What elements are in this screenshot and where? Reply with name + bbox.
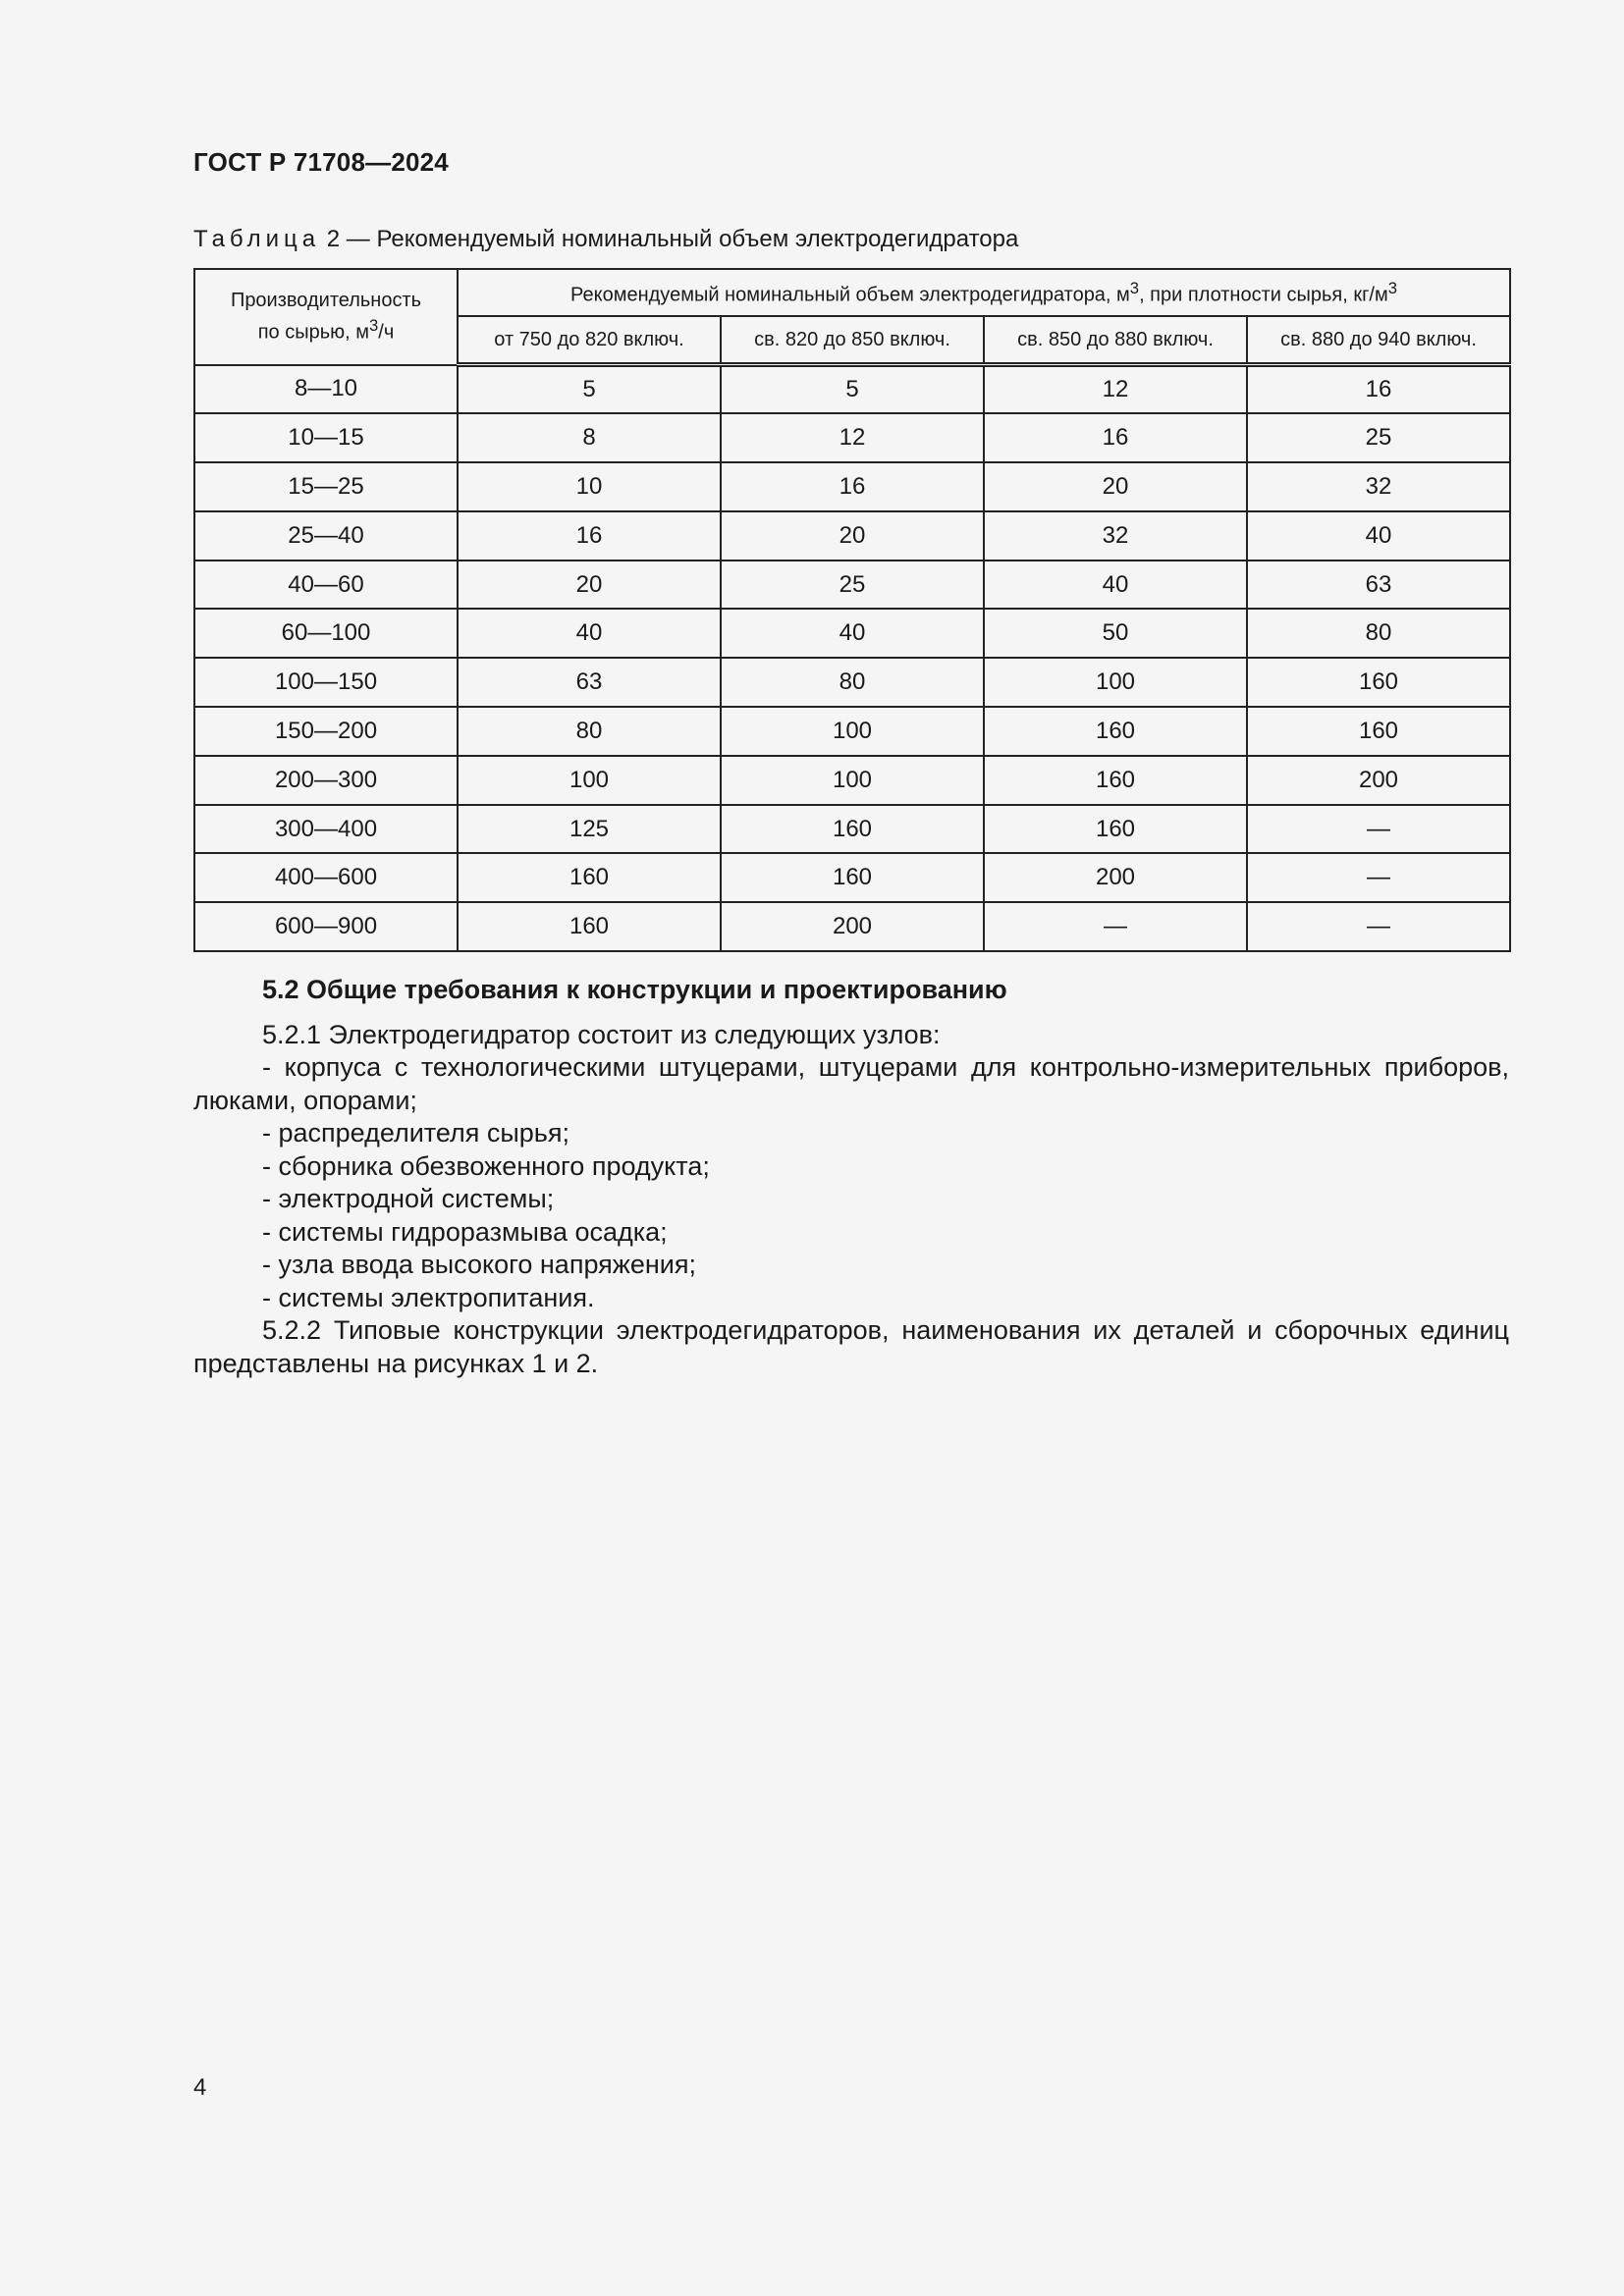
paragraph-5-2-1: 5.2.1 Электродегидратор состоит из следующих узлов: xyxy=(262,1019,941,1049)
table-row xyxy=(194,462,1510,511)
throughput-cell: 15—25 xyxy=(194,462,458,511)
volume-cell: 32 xyxy=(984,511,1247,561)
column-header: св. 820 до 850 включ. xyxy=(721,316,984,365)
volume-cell: 125 xyxy=(458,805,721,854)
volume-cell: 32 xyxy=(1247,462,1510,511)
volume-cell: 20 xyxy=(721,511,984,561)
volume-cell: 100 xyxy=(721,756,984,805)
table-row xyxy=(194,658,1510,707)
list-item: - электродной системы; xyxy=(262,1184,555,1213)
group-header-sup2: 3 xyxy=(1387,278,1397,297)
volume-cell: 20 xyxy=(458,561,721,610)
volume-cell: — xyxy=(1247,853,1510,902)
list-item: - узла ввода высокого напряжения; xyxy=(262,1250,696,1279)
row-header-line2-suffix: /ч xyxy=(378,322,395,345)
throughput-cell: 100—150 xyxy=(194,658,458,707)
volume-cell: 160 xyxy=(458,902,721,951)
volume-cell: 40 xyxy=(984,561,1247,610)
list-item: - сборника обезвоженного продукта; xyxy=(262,1150,710,1181)
document-header: ГОСТ Р 71708—2024 xyxy=(193,147,449,177)
volume-cell: 80 xyxy=(1247,609,1510,658)
throughput-cell: 150—200 xyxy=(194,707,458,756)
volume-cell: 80 xyxy=(721,658,984,707)
volume-cell: 25 xyxy=(1247,413,1510,462)
throughput-cell: 400—600 xyxy=(194,853,458,902)
volume-cell: 160 xyxy=(721,805,984,854)
column-header: от 750 до 820 включ. xyxy=(458,316,721,365)
volume-cell: 16 xyxy=(1247,365,1510,414)
volume-cell: — xyxy=(1247,805,1510,854)
table-caption xyxy=(193,226,1018,253)
table-row xyxy=(194,805,1510,854)
paragraph-5-2-2: 5.2.2 Типовые конструкции электродегидраторов, наименования их деталей и сборочных единиц представлены на рисунках 1 и 2. xyxy=(193,1315,1509,1378)
group-header-sup1: 3 xyxy=(1129,278,1140,297)
row-header-line1: Производительность xyxy=(230,290,422,312)
volume-cell: 200 xyxy=(721,902,984,951)
volume-cell: 5 xyxy=(458,365,721,414)
column-header: св. 850 до 880 включ. xyxy=(984,316,1247,365)
table-row xyxy=(194,609,1510,658)
row-header-line2-prefix: по сырью, м xyxy=(257,322,370,345)
group-header-middle: , при плотности сырья, кг/м xyxy=(1139,284,1388,306)
volume-cell: 10 xyxy=(458,462,721,511)
volume-cell: 20 xyxy=(984,462,1247,511)
volume-cell: 160 xyxy=(984,707,1247,756)
volume-cell: 160 xyxy=(1247,658,1510,707)
table-row xyxy=(194,413,1510,462)
volume-cell: 50 xyxy=(984,609,1247,658)
group-header-prefix: Рекомендуемый номинальный объем электродегидратора, м xyxy=(570,284,1130,306)
throughput-cell: 25—40 xyxy=(194,511,458,561)
volume-cell: 40 xyxy=(1247,511,1510,561)
volume-cell: 63 xyxy=(1247,561,1510,610)
throughput-cell: 60—100 xyxy=(194,609,458,658)
volume-cell: 8 xyxy=(458,413,721,462)
volume-cell: 160 xyxy=(721,853,984,902)
section-heading: 5.2 Общие требования к конструкции и проектированию xyxy=(262,975,1007,1004)
throughput-cell: 40—60 xyxy=(194,561,458,610)
table-row xyxy=(194,853,1510,902)
list-item: - корпуса с технологическими штуцерами, штуцерами для контрольно-измерительных приборов, люками, опорами; xyxy=(193,1052,1509,1115)
row-header-sup: 3 xyxy=(369,316,379,336)
throughput-cell: 200—300 xyxy=(194,756,458,805)
list-item: - распределителя сырья; xyxy=(262,1118,569,1148)
column-header: св. 880 до 940 включ. xyxy=(1247,316,1510,365)
volume-cell: 160 xyxy=(984,756,1247,805)
volume-table xyxy=(193,268,1511,952)
throughput-cell: 8—10 xyxy=(194,365,458,414)
volume-cell: 63 xyxy=(458,658,721,707)
volume-cell: — xyxy=(1247,902,1510,951)
volume-cell: 100 xyxy=(984,658,1247,707)
table-row xyxy=(194,365,1510,414)
table-row xyxy=(194,707,1510,756)
volume-cell: 160 xyxy=(458,853,721,902)
group-header xyxy=(458,269,1510,316)
row-header xyxy=(194,269,458,365)
table-caption-text: 2 — Рекомендуемый номинальный объем электродегидратора xyxy=(320,226,1019,252)
table-row xyxy=(194,511,1510,561)
volume-cell: 100 xyxy=(458,756,721,805)
volume-cell: 40 xyxy=(458,609,721,658)
volume-cell: 100 xyxy=(721,707,984,756)
table-row xyxy=(194,756,1510,805)
volume-cell: 160 xyxy=(1247,707,1510,756)
volume-cell: 12 xyxy=(721,413,984,462)
volume-cell: 16 xyxy=(458,511,721,561)
table-row xyxy=(194,561,1510,610)
volume-cell: 200 xyxy=(1247,756,1510,805)
volume-cell: 200 xyxy=(984,853,1247,902)
table-caption-label: Таблица xyxy=(193,226,321,252)
throughput-cell: 600—900 xyxy=(194,902,458,951)
volume-cell: 80 xyxy=(458,707,721,756)
throughput-cell: 10—15 xyxy=(194,413,458,462)
page-number: 4 xyxy=(193,2074,207,2101)
throughput-cell: 300—400 xyxy=(194,805,458,854)
list-item: - системы гидроразмыва осадка; xyxy=(262,1216,668,1247)
volume-cell: 16 xyxy=(721,462,984,511)
list-item: - системы электропитания. xyxy=(262,1282,595,1312)
volume-cell: 40 xyxy=(721,609,984,658)
component-list xyxy=(193,1051,1509,1314)
volume-cell: 5 xyxy=(721,365,984,414)
volume-cell: 160 xyxy=(984,805,1247,854)
volume-cell: 12 xyxy=(984,365,1247,414)
volume-cell: — xyxy=(984,902,1247,951)
volume-cell: 25 xyxy=(721,561,984,610)
table-row xyxy=(194,902,1510,951)
section-body xyxy=(193,974,1509,1380)
volume-cell: 16 xyxy=(984,413,1247,462)
